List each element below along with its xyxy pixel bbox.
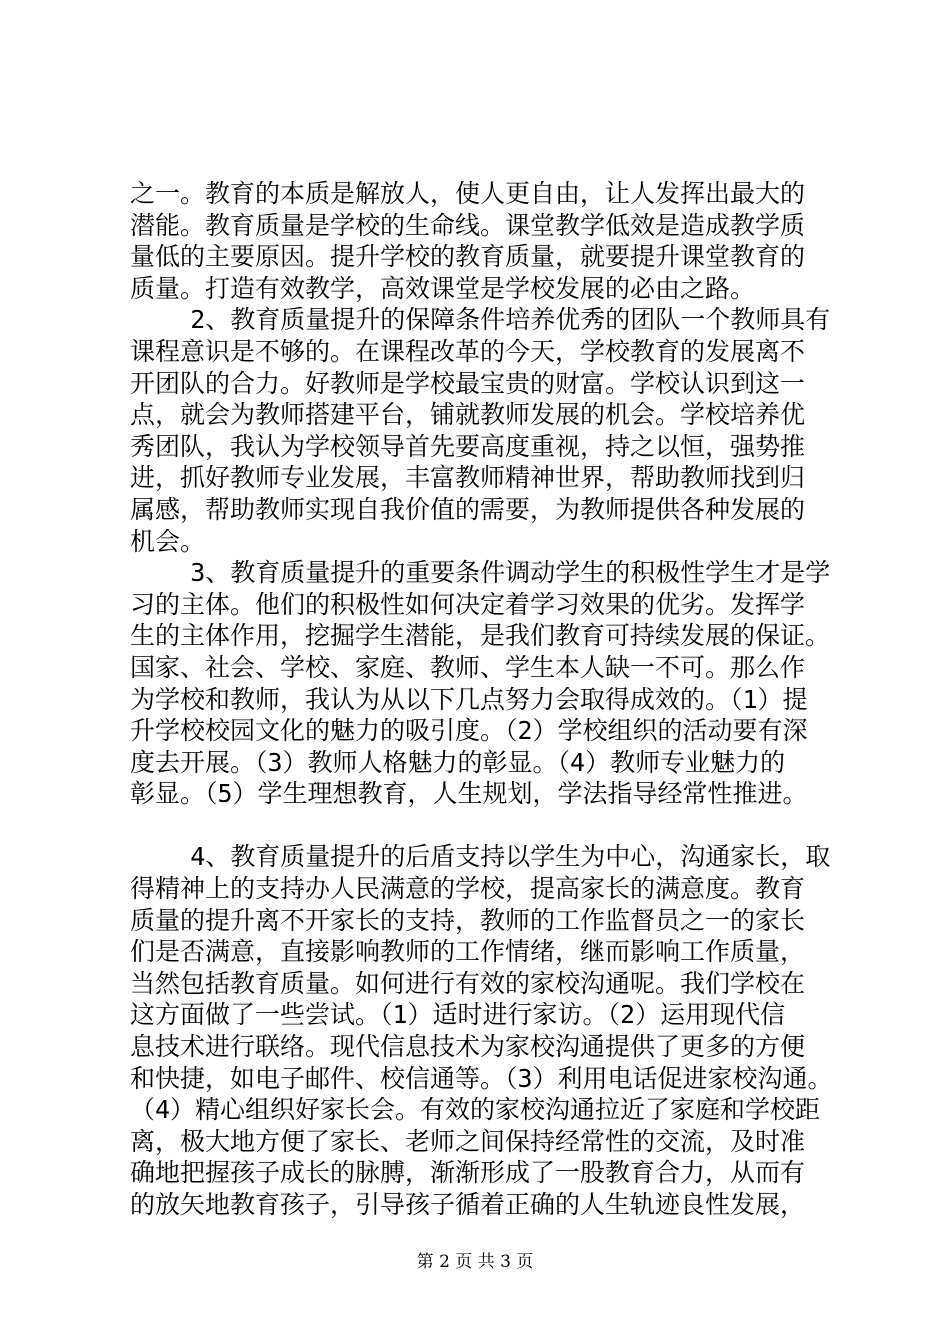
text-line: 课程意识是不够的。在课程改革的今天，学校教育的发展离不 — [130, 336, 806, 366]
blank-line — [130, 810, 830, 842]
page-number-footer: 第 2 页 共 3 页 — [416, 1252, 534, 1272]
text-line: 进，抓好教师专业发展，丰富教师精神世界，帮助教师找到归 — [130, 463, 806, 493]
text-line: 生的主体作用，挖掘学生潜能，是我们教育可持续发展的保证。 — [130, 621, 831, 651]
text-line: 点，就会为教师搭建平台，铺就教师发展的机会。学校培养优 — [130, 400, 806, 430]
text-line: 的放矢地教育孩子，引导孩子循着正确的人生轨迹良性发展， — [130, 1190, 806, 1219]
text-line: 为学校和教师，我认为从以下几点努力会取得成效的。（1）提 — [130, 684, 808, 714]
text-line: 3、教育质量提升的重要条件调动学生的积极性学生才是学 — [130, 558, 831, 588]
text-line: 潜能。教育质量是学校的生命线。课堂教学低效是造成教学质 — [130, 210, 806, 240]
text-line: 量低的主要原因。提升学校的教育质量，就要提升课堂教育的 — [130, 242, 806, 272]
text-line: 2、教育质量提升的保障条件培养优秀的团队一个教师具有 — [130, 305, 831, 335]
text-line: 属感，帮助教师实现自我价值的需要，为教师提供各种发展的 — [130, 494, 806, 524]
text-line: 和快捷，如电子邮件、校信通等。（3）利用电话促进家校沟通。 — [130, 1063, 833, 1093]
text-line: 秀团队，我认为学校领导首先要高度重视，持之以恒，强势推 — [130, 431, 806, 461]
text-line: 机会。 — [130, 526, 206, 556]
document-body — [130, 178, 833, 1221]
text-line: （4）精心组织好家长会。有效的家校沟通拉近了家庭和学校距 — [130, 1095, 821, 1125]
text-line: 国家、社会、学校、家庭、教师、学生本人缺一不可。那么作 — [130, 652, 806, 682]
paragraph — [130, 557, 830, 810]
text-line: 当然包括教育质量。如何进行有效的家校沟通呢。我们学校在 — [130, 968, 806, 998]
paragraph — [130, 841, 833, 1220]
text-line: 得精神上的支持办人民满意的学校，提高家长的满意度。教育 — [130, 874, 806, 904]
text-line: 离，极大地方便了家长、老师之间保持经常性的交流，及时准 — [130, 1126, 806, 1156]
text-line: 们是否满意，直接影响教师的工作情绪，继而影响工作质量， — [130, 937, 806, 967]
text-line: 质量的提升离不开家长的支持，教师的工作监督员之一的家长 — [130, 905, 806, 935]
text-line: 确地把握孩子成长的脉膊，渐渐形成了一股教育合力，从而有 — [130, 1158, 806, 1188]
text-line: 彰显。（5）学生理想教育，人生规划，学法指导经常性推进。 — [130, 779, 808, 809]
text-line: 开团队的合力。好教师是学校最宝贵的财富。学校认识到这一 — [130, 368, 806, 398]
text-line: 升学校校园文化的魅力的吸引度。（2）学校组织的活动要有深 — [130, 716, 808, 746]
text-line: 这方面做了一些尝试。（1）适时进行家访。（2）运用现代信 — [130, 1000, 786, 1030]
text-line: 息技术进行联络。现代信息技术为家校沟通提供了更多的方便 — [130, 1032, 806, 1062]
text-line: 质量。打造有效教学，高效课堂是学校发展的必由之路。 — [130, 273, 756, 303]
text-line: 之一。教育的本质是解放人，使人更自由，让人发挥出最大的 — [130, 179, 806, 208]
text-line: 习的主体。他们的积极性如何决定着学习效果的优劣。发挥学 — [130, 589, 806, 619]
text-line: 度去开展。（3）教师人格魅力的彰显。（4）教师专业魅力的 — [130, 747, 786, 777]
text-line: 4、教育质量提升的后盾支持以学生为中心，沟通家长，取 — [130, 842, 831, 872]
paragraph — [130, 304, 830, 557]
paragraph — [130, 178, 830, 304]
